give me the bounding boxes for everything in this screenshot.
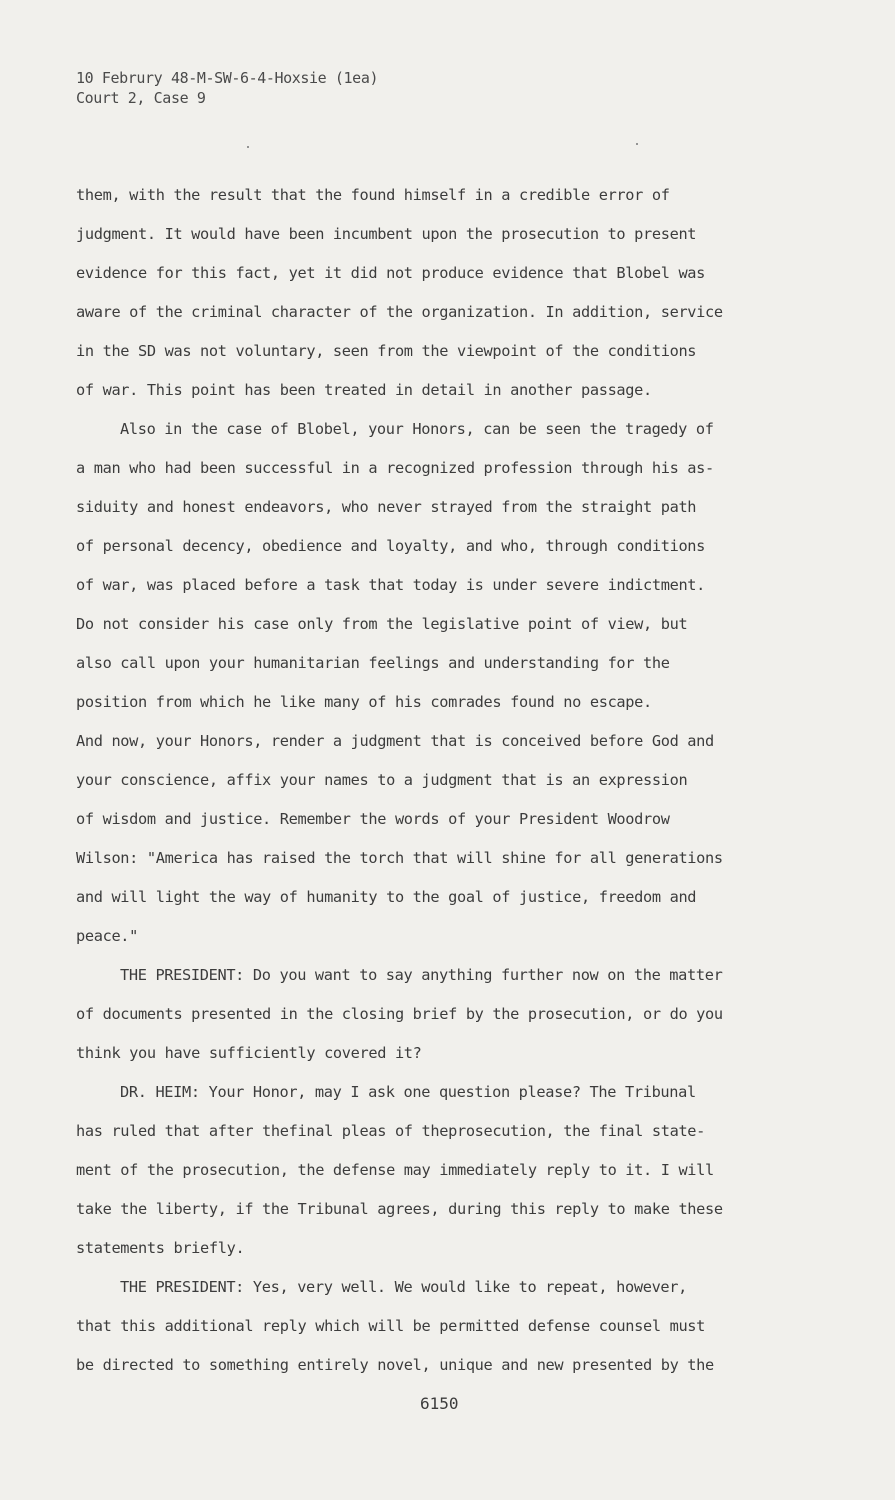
page-number: 6150 (420, 1394, 459, 1413)
text-line: a man who had been successful in a recognized profession through his as- (76, 459, 714, 477)
text-line: them, with the result that the found himself in a credible error of (76, 186, 670, 204)
text-line: peace." (76, 927, 139, 945)
text-line: also call upon your humanitarian feelings and understanding for the (76, 654, 670, 672)
text-line: that this additional reply which will be permitted defense counsel must (76, 1317, 706, 1335)
paper-speck (247, 146, 249, 148)
text-line: evidence for this fact, yet it did not produce evidence that Blobel was (76, 264, 706, 282)
text-line: Also in the case of Blobel, your Honors, can be seen the tragedy of (120, 420, 714, 438)
header-line-court: Court 2, Case 9 (76, 89, 206, 107)
text-line: DR. HEIM: Your Honor, may I ask one question please? The Tribunal (120, 1083, 696, 1101)
text-line: THE PRESIDENT: Do you want to say anything further now on the matter (120, 966, 723, 984)
text-line: of documents presented in the closing brief by the prosecution, or do you (76, 1005, 723, 1023)
text-line: ment of the prosecution, the defense may immediately reply to it. I will (76, 1161, 714, 1179)
text-line: of war, was placed before a task that today is under severe indictment. (76, 576, 706, 594)
text-line: judgment. It would have been incumbent upon the prosecution to present (76, 225, 697, 243)
text-line: aware of the criminal character of the organization. In addition, service (76, 303, 723, 321)
text-line: siduity and honest endeavors, who never strayed from the straight path (76, 498, 697, 516)
text-line: of war. This point has been treated in detail in another passage. (76, 381, 652, 399)
text-line: has ruled that after thefinal pleas of theprosecution, the final state- (76, 1122, 706, 1140)
text-line: your conscience, affix your names to a judgment that is an expression (76, 771, 688, 789)
text-line: be directed to something entirely novel, unique and new presented by the (76, 1356, 714, 1374)
text-line: think you have sufficiently covered it? (76, 1044, 422, 1062)
text-line: And now, your Honors, render a judgment that is conceived before God and (76, 732, 714, 750)
text-line: and will light the way of humanity to the goal of justice, freedom and (76, 888, 697, 906)
text-line: position from which he like many of his comrades found no escape. (76, 693, 652, 711)
text-line: of personal decency, obedience and loyalty, and who, through conditions (76, 537, 706, 555)
paper-speck (636, 143, 638, 145)
text-line: Do not consider his case only from the legislative point of view, but (76, 615, 688, 633)
text-line: Wilson: "America has raised the torch that will shine for all generations (76, 849, 723, 867)
document-header (76, 68, 378, 108)
text-line: THE PRESIDENT: Yes, very well. We would like to repeat, however, (120, 1278, 688, 1296)
text-line: statements briefly. (76, 1239, 245, 1257)
text-line: take the liberty, if the Tribunal agrees, during this reply to make these (76, 1200, 723, 1218)
text-line: of wisdom and justice. Remember the words of your President Woodrow (76, 810, 670, 828)
header-line-date: 10 Februry 48-M-SW-6-4-Hoxsie (1ea) (76, 69, 379, 87)
text-line: in the SD was not voluntary, seen from the viewpoint of the conditions (76, 342, 697, 360)
